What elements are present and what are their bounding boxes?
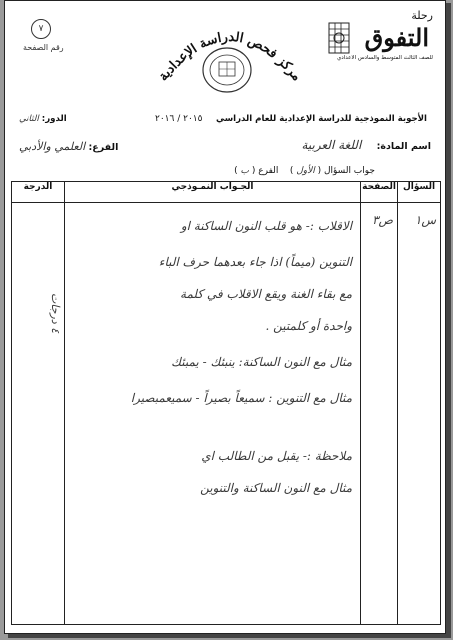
logo-subtitle: للصف الثالث المتوسط والسادس الاعدادي bbox=[336, 55, 433, 61]
cell-page bbox=[361, 203, 398, 625]
header-page: الصفحة bbox=[361, 182, 398, 203]
cell-question bbox=[398, 203, 441, 625]
answer-line: التنوين (ميماً) اذا جاء بعدهما حرف الباء bbox=[158, 255, 353, 269]
answer-line: واحدة أو كلمتين . bbox=[265, 319, 353, 333]
ministry-seal-icon bbox=[197, 45, 257, 95]
page-shadow-right bbox=[446, 3, 451, 637]
logo-big-text: التفوق bbox=[364, 23, 429, 52]
answer-sheet bbox=[4, 0, 446, 634]
answer-lines bbox=[65, 203, 360, 624]
subject-value: اللغة العربية bbox=[301, 138, 362, 152]
grade-value: ٤ درجات bbox=[48, 293, 62, 334]
page-number-label: رقم الصفحة bbox=[23, 43, 64, 52]
branch-label: الفرع: bbox=[88, 142, 119, 153]
exam-title: الأجوبة النموذجية للدراسة الإعدادية للعام الدراسي bbox=[216, 114, 427, 124]
branch-value: العلمي والأدبي bbox=[19, 140, 86, 153]
branch-field bbox=[19, 140, 118, 153]
header-question: السؤال bbox=[398, 182, 441, 203]
part-label: الفرع bbox=[258, 166, 279, 176]
page-number-stamp bbox=[23, 19, 63, 65]
answer-line: الاقلاب :- هو قلب النون الساكنة او bbox=[180, 219, 353, 233]
table-header-row bbox=[12, 182, 441, 203]
logo-small-text: رحلة bbox=[411, 9, 433, 22]
answer-line: مع بقاء الغنة ويقع الاقلاب في كلمة bbox=[180, 287, 353, 301]
cell-grade bbox=[12, 203, 65, 625]
part-value: ب bbox=[240, 166, 250, 176]
subject-label: اسم المادة: bbox=[376, 141, 431, 152]
question-reference: جواب السؤال ( الأول ) الفرع ( ب ) bbox=[234, 166, 375, 176]
question-number: س١ bbox=[414, 213, 436, 227]
exam-year: ٢٠١٥ / ٢٠١٦ bbox=[155, 114, 203, 124]
table-row bbox=[12, 203, 441, 625]
question-value: الأول bbox=[296, 166, 315, 176]
answer-line: مثال مع النون الساكنة والتنوين bbox=[200, 481, 353, 495]
brand-logo bbox=[327, 9, 439, 73]
answer-table bbox=[11, 181, 441, 625]
round-value: الثاني bbox=[19, 114, 39, 124]
center-title-text: مركز فحص الدراسة الإعدادية bbox=[155, 29, 305, 85]
header-grade: الدرجة bbox=[12, 182, 65, 203]
answer-line: ملاحظة :- يقبل من الطالب اي bbox=[201, 449, 353, 463]
answer-line: مثال مع النون الساكنة: ينبئك - يمبئك bbox=[171, 355, 353, 369]
cell-answer bbox=[64, 203, 360, 625]
page-number: ص٣ bbox=[372, 213, 394, 227]
round-label: الدور: bbox=[41, 114, 67, 124]
subject-field bbox=[301, 138, 431, 152]
header-answer: الجـواب النمـوذجي bbox=[64, 182, 360, 203]
page-number-circle: ٧ bbox=[31, 19, 51, 39]
page-shadow-bottom bbox=[8, 634, 451, 638]
answer-line: مثال مع التنوين : سميعاً بصيراً - سميعمبصيرا bbox=[130, 391, 353, 405]
question-label: جواب السؤال bbox=[323, 166, 375, 176]
mosaic-pattern-icon bbox=[327, 21, 351, 55]
exam-round bbox=[19, 114, 67, 124]
